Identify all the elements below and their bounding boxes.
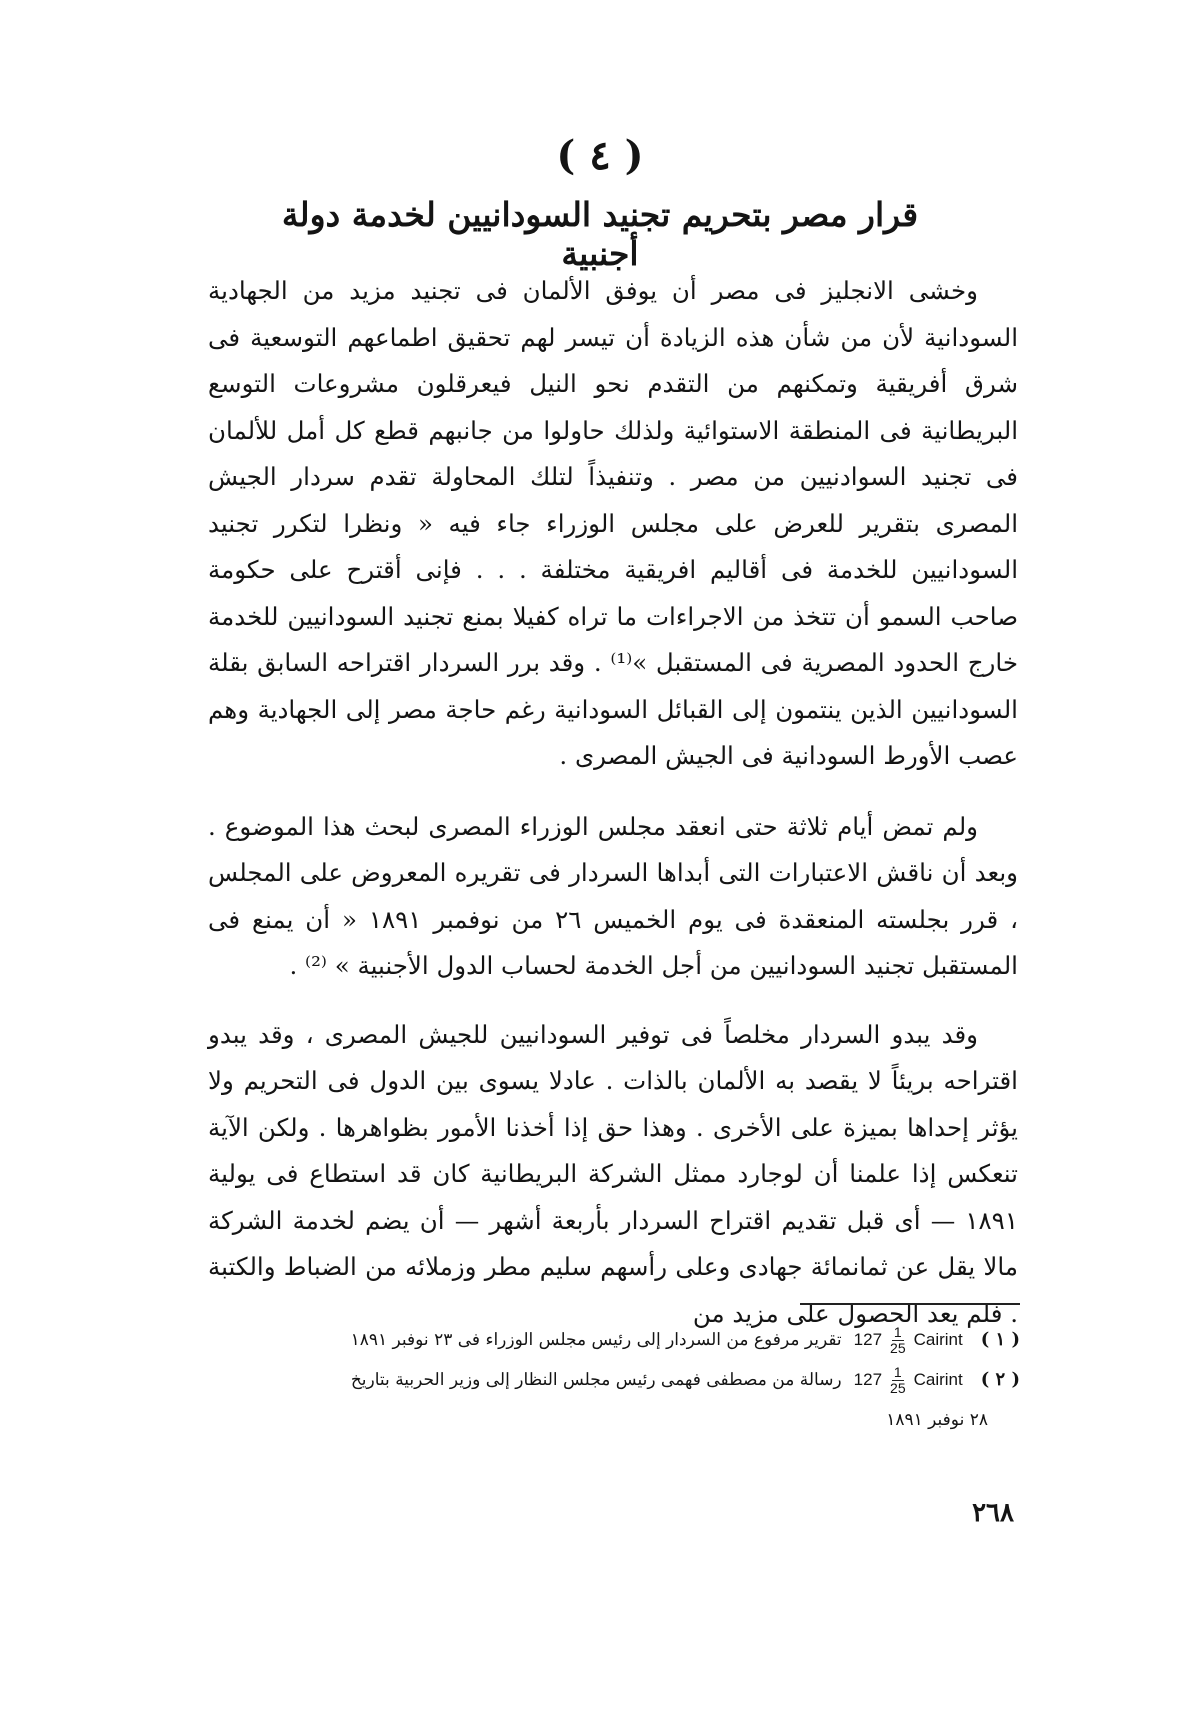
footnotes [205,1320,1020,1440]
footnote-text: رسالة من مصطفى فهمى رئيس مجلس النظار إلى وزير الحربية بتاريخ [350,1370,842,1390]
fraction-denominator: 25 [890,1379,906,1396]
footnote-continuation: ٢٨ نوفبر ١٨٩١ [886,1410,988,1430]
footnote-2 [205,1360,1020,1400]
fraction-numerator: 1 [893,1323,902,1340]
paragraph: وقد يبدو السردار مخلصاً فى توفير السودانيين للجيش المصرى ، وقد يبدو اقتراحه بريئاً لا يقصد به الألمان بالذات . عادلا يسوى بين الدول فى التحريم ولا يؤثر إحداها بميزة على الأخرى . وهذا حق إذا أخذنا الأمور بظواهرها . ولكن الآية تنعكس إذا علمنا أن لوجارد ممثل الشركة البريطانية كان قد استطاع فى يولية ١٨٩١ — أى قبل تقديم اقتراح السردار بأربعة أشهر — أن يضم لخدمة الشركة مالا يقل عن ثمانمائة جهادى وعلى رأسهم سليم مطر وزملائه من الضباط والكتبة . فلم يعد الحصول على مزيد من [208,1019,1018,1328]
footnote-text: تقرير مرفوع من السردار إلى رئيس مجلس الوزراء فى ٢٣ نوفبر ١٨٩١ [350,1330,842,1350]
footnote-number: ( ١ ) [980,1329,1020,1350]
archive-code: 127 [853,1330,883,1349]
archive-reference [854,1360,963,1400]
archive-name: Cairint [913,1330,963,1349]
section-number: ( ٤ ) [556,132,644,179]
footnote-1 [205,1320,1020,1360]
archive-fraction [890,1365,906,1396]
archive-name: Cairint [913,1370,963,1389]
body-text [208,268,1018,1337]
archive-code: 127 [853,1370,883,1389]
footnote-divider [800,1303,1020,1305]
archive-reference [854,1320,963,1360]
fraction-denominator: 25 [890,1339,906,1356]
paragraph: وخشى الانجليز فى مصر أن يوفق الألمان فى تجنيد مزيد من الجهادية السودانية لأن من شأن هذه الزيادة أن تيسر لهم تحقيق اطماعهم التوسعية فى شرق أفريقية وتمكنهم من التقدم نحو النيل فيعرقلون مشروعات التوسع البريطانية فى المنطقة الاستوائية ولذلك حاولوا من جانبهم قطع كل أمل للألمان فى تجنيد السوادنيين من مصر . وتنفيذاً لتلك المحاولة تقدم سردار الجيش المصرى بتقرير للعرض على مجلس الوزراء جاء فيه « ونظرا لتكرر تجنيد السودانيين للخدمة فى أقاليم افريقية مختلفة . . . فإنى أقترح على حكومة صاحب السمو أن تتخذ من الاجراءات ما تراه كفيلا بمنع تجنيد السودانيين للخدمة خارج الحدود المصرية فى المستقبل »⁽¹⁾ . وقد برر السردار اقتراحه السابق بقلة السودانيين الذين ينتمون إلى القبائل السودانية رغم حاجة مصر إلى الجهادية وهم عصب الأورط السودانية فى الجيش المصرى . [208,276,1018,770]
fraction-numerator: 1 [893,1363,902,1380]
archive-fraction [890,1325,906,1356]
paragraph: ولم تمض أيام ثلاثة حتى انعقد مجلس الوزراء المصرى لبحث هذا الموضوع . وبعد أن ناقش الاعتبارات التى أبداها السردار فى تقريره المعروض على المجلس ، قرر بجلسته المنعقدة فى يوم الخميس ٢٦ من نوفمبر ١٨٩١ « أن يمنع فى المستقبل تجنيد السودانيين من أجل الخدمة لحساب الدول الأجنبية » ⁽²⁾ . [208,811,1018,980]
footnote-number: ( ٢ ) [980,1369,1020,1390]
chapter-title: قرار مصر بتحريم تجنيد السودانيين لخدمة دولة أجنبية [281,195,919,273]
page-number: ٢٦٨ [972,1498,1014,1528]
